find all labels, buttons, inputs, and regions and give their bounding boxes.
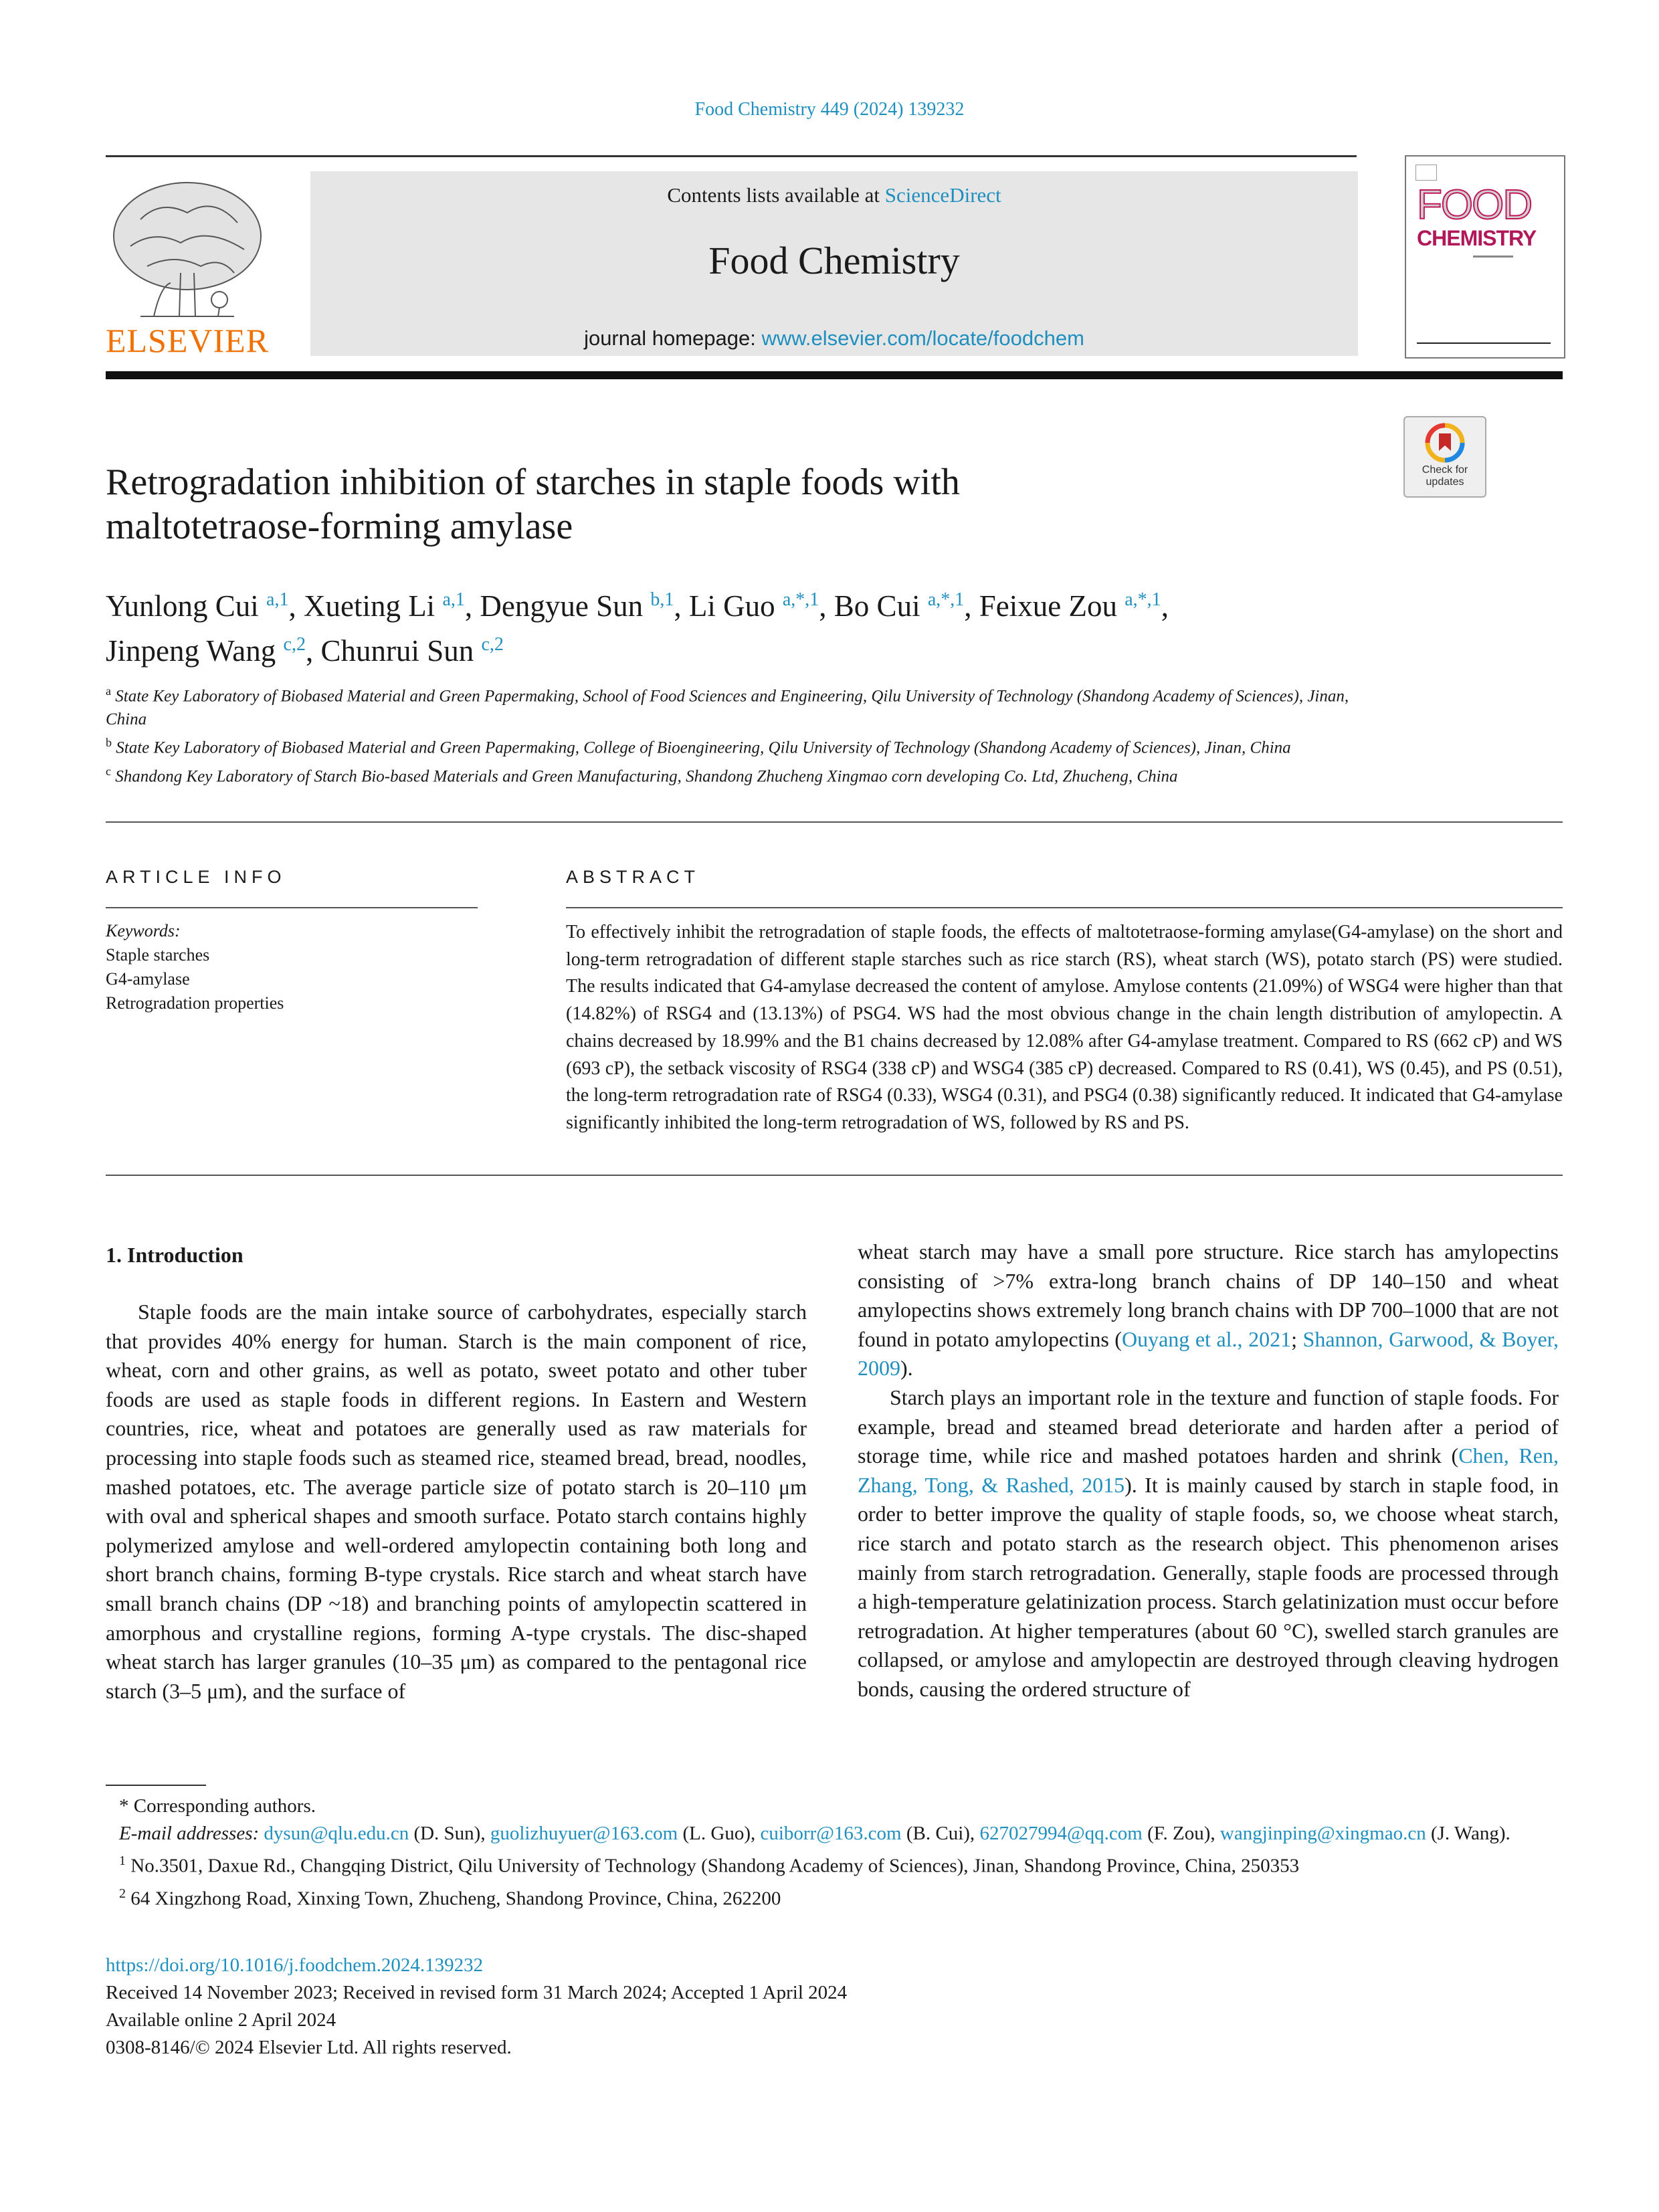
author-name: Bo Cui: [834, 589, 920, 623]
footnote-mark: 2: [119, 1886, 126, 1901]
contents-prefix: Contents lists available at: [667, 183, 885, 207]
email-link[interactable]: wangjinping@xingmao.cn: [1219, 1823, 1426, 1844]
affiliation-mark: c: [106, 764, 111, 778]
author-separator: ,: [964, 589, 979, 623]
contents-availability-line: [310, 183, 1358, 207]
affiliation-text: State Key Laboratory of Biobased Material and Green Papermaking, School of Food Sciences and Engineering, Qilu University of Technology (Shandong Academy of Sciences), Jinan, China: [106, 687, 1349, 729]
left-column: [106, 1298, 807, 1706]
copyright-notice: 0308-8146/© 2024 Elsevier Ltd. All rights reserved.: [106, 2037, 512, 2058]
author: [979, 589, 1169, 623]
title-line-2: maltotetraose-forming amylase: [106, 506, 573, 547]
author-name: Yunlong Cui: [106, 589, 259, 623]
author-name: Xueting Li: [303, 589, 435, 623]
header-top-rule: [106, 155, 1357, 157]
affiliation-text: State Key Laboratory of Biobased Material and Green Papermaking, College of Bioengineering, Qilu University of Technology (Shandong Academy of Sciences), Jinan, China: [116, 738, 1291, 757]
footnote-text: No.3501, Daxue Rd., Changqing District, Qilu University of Technology (Shandong Academy of Sciences), Jinan, Shandong Province, China, 250353: [130, 1855, 1300, 1877]
author-affiliation-marker[interactable]: a,*,1: [1125, 589, 1161, 610]
publication-info: [106, 1952, 1176, 2062]
title-line-1: Retrogradation inhibition of starches in staple foods with: [106, 462, 960, 503]
cover-chemistry-word: CHEMISTRY: [1417, 226, 1537, 250]
author: [834, 589, 979, 623]
author-affiliation-marker[interactable]: b,1: [650, 589, 674, 610]
author-name: Jinpeng Wang: [106, 634, 276, 668]
author: [304, 589, 480, 623]
author: [689, 589, 834, 623]
keywords-block: [106, 919, 480, 1015]
doi-link[interactable]: https://doi.org/10.1016/j.foodchem.2024.139232: [106, 1954, 484, 1976]
paragraph-text: wheat starch may have a small pore structure. Rice starch has amylopectins consisting of >7% extra-long branch chains of DP 140–150 and wheat amylopectins shows extremely long branch chains with DP 700–1000 that are not found in potato amylopectins (: [858, 1239, 1559, 1351]
cover-food-word: FOOD: [1417, 182, 1532, 228]
keywords-label: Keywords:: [106, 921, 181, 940]
abstract-heading: ABSTRACT: [566, 867, 700, 887]
email-owner: (L. Guo),: [678, 1823, 761, 1844]
intro-paragraph-continued: [858, 1237, 1559, 1383]
article-title: [106, 460, 1377, 548]
author-affiliation-marker[interactable]: a,*,1: [927, 589, 965, 610]
email-link[interactable]: 627027994@qq.com: [979, 1823, 1143, 1844]
article-info-heading: ARTICLE INFO: [106, 867, 286, 887]
intro-paragraph-1: Staple foods are the main intake source of carbohydrates, especially starch that provides 40% energy for human. Starch is the main component of rice, wheat, corn and other grains, as well as potato, sweet potato and other tuber foods are used as staple foods in different regions. In Eastern and Western countries, rice, wheat and potatoes are generally used as raw materials for processing into staple foods such as steamed rice, steamed bread, bread, noodles, mashed potatoes, etc. The average particle size of potato starch is 20–110 μm with oval and spherical shapes and smooth surface. Potato starch contains highly polymerized amylose and well-ordered amylopectin containing both long and short branch chains, forming B-type crystals. Rice starch and wheat starch have small branch chains (DP ~18) and branching points of amylopectin scattered in amorphous and crystalline regions, forming A-type crystals. The disc-shaped wheat starch has larger granules (10–35 μm) as compared to the pentagonal rice starch (3–5 μm), and the surface of: [106, 1300, 807, 1703]
author-separator: ,: [464, 589, 480, 623]
paragraph-text: ).: [900, 1356, 913, 1381]
affiliation-a: [106, 680, 1390, 731]
email-link[interactable]: cuiborr@163.com: [760, 1823, 902, 1844]
journal-homepage-link[interactable]: www.elsevier.com/locate/foodchem: [761, 326, 1084, 350]
corresponding-note: * Corresponding authors.: [119, 1795, 316, 1817]
author-separator: ,: [288, 589, 304, 623]
homepage-prefix: journal homepage:: [584, 326, 762, 350]
footnote-text: 64 Xingzhong Road, Xinxing Town, Zhucheng, Shandong Province, China, 262200: [130, 1888, 781, 1910]
author-separator: ,: [674, 589, 689, 623]
check-updates-label: [1405, 464, 1485, 488]
author-affiliation-marker[interactable]: a,1: [266, 589, 289, 610]
cover-footer-rule: [1417, 342, 1551, 344]
author-affiliation-marker[interactable]: c,2: [481, 634, 504, 655]
email-owner: (B. Cui),: [901, 1823, 980, 1844]
right-column: [858, 1237, 1559, 1704]
affiliation-text: Shandong Key Laboratory of Starch Bio-based Materials and Green Manufacturing, Shandong Zhucheng Xingmao corn developing Co. Ltd, Zhucheng, China: [115, 767, 1178, 785]
email-label: E-mail addresses:: [119, 1823, 260, 1844]
author-affiliation-marker[interactable]: c,2: [283, 634, 306, 655]
available-online: Available online 2 April 2024: [106, 2009, 336, 2031]
author-separator: ,: [819, 589, 834, 623]
abstract-rule: [566, 907, 1563, 908]
citation-link[interactable]: Ouyang et al., 2021: [1121, 1326, 1292, 1351]
author: [106, 634, 320, 668]
check-for-updates-button[interactable]: [1403, 416, 1486, 498]
section-divider: [106, 821, 1563, 823]
sciencedirect-link[interactable]: ScienceDirect: [884, 183, 1001, 207]
journal-banner: [310, 171, 1358, 356]
citation-link[interactable]: Chen, Ren, Zhang, Tong, & Rashed, 2015: [858, 1443, 1559, 1497]
email-addresses: [106, 1820, 1563, 1847]
affiliation-mark: a: [106, 684, 111, 698]
author: [106, 589, 304, 623]
received-history: Received 14 November 2023; Received in revised form 31 March 2024; Accepted 1 April 2024: [106, 1982, 848, 2003]
author: [320, 634, 503, 668]
keyword-item: Retrogradation properties: [106, 993, 284, 1013]
author-name: Li Guo: [688, 589, 775, 623]
author-name: Dengyue Sun: [480, 589, 644, 623]
email-link[interactable]: guolizhuyuer@163.com: [490, 1823, 678, 1844]
author-separator: ,: [1161, 589, 1169, 623]
author-affiliation-marker[interactable]: a,*,1: [782, 589, 819, 610]
author-affiliation-marker[interactable]: a,1: [442, 589, 465, 610]
citation-separator: ;: [1291, 1326, 1303, 1351]
paragraph-text: ). It is mainly caused by starch in staple food, in order to better improve the quality of staple foods, so, we choose wheat starch, rice starch and potato starch as the research object. This phenomenon arises mainly from starch retrogradation. Generally, staple foods are processed through a high-temperature gelatinization process. Starch gelatinization must occur before retrogradation. At higher temperatures (about 60 °C), swelled starch granules are collapsed, or amylose and amylopectin are destroyed through cleaving hydrogen bonds, causing the ordered structure of: [858, 1472, 1559, 1701]
cover-text-line: [1473, 256, 1513, 258]
footnote-2: [106, 1880, 1563, 1913]
introduction-heading: 1. Introduction: [106, 1243, 243, 1267]
section-divider: [106, 1175, 1563, 1176]
elsevier-wordmark[interactable]: ELSEVIER: [105, 322, 270, 359]
journal-cover-thumbnail[interactable]: [1405, 155, 1565, 359]
citation-link[interactable]: Shannon, Garwood, & Boyer, 2009: [858, 1326, 1559, 1381]
abstract-text: To effectively inhibit the retrogradation of staple foods, the effects of maltotetraose-forming amylase(G4-amylase) on the short and long-term retrogradation of different staple starches such as rice starch (RS), wheat starch (WS), potato starch (PS) were studied. The results indicated that G4-amylase decreased the content of amylose. Amylose contents (21.09%) of WSG4 were higher than that (14.82%) of RSG4 and (13.13%) of PSG4. WS had the most obvious change in the chain length distribution of amylopectin. A chains decreased by 18.99% and the B1 chains decreased by 12.08% after G4-amylase treatment. Compared to RS (662 cP) and WS (693 cP), the setback viscosity of RSG4 (338 cP) and WSG4 (385 cP) decreased. Compared to RS (0.41), WS (0.45), and PS (0.51), the long-term retrogradation rate of RSG4 (0.33), WSG4 (0.31), and PSG4 (0.38) significantly reduced. It indicated that G4-amylase significantly inhibited the long-term retrogradation of WS, followed by RS and PS.: [566, 922, 1563, 1133]
cover-mini-logo: [1416, 165, 1437, 181]
affiliation-b: [106, 731, 1390, 759]
footnote-mark: 1: [119, 1853, 126, 1868]
paragraph-text: Starch plays an important role in the texture and function of staple foods. For example, bread and steamed bread deteriorate and harden after a period of storage time, while rice and mashed potatoes harden and shrink (: [858, 1385, 1559, 1468]
journal-homepage-line: [310, 326, 1358, 350]
footnotes: [106, 1793, 1563, 1912]
footnote-1: [106, 1847, 1563, 1880]
email-owner: (J. Wang).: [1426, 1823, 1510, 1844]
author: [480, 589, 688, 623]
affiliation-mark: b: [106, 736, 112, 750]
footnote-rule: [106, 1785, 206, 1786]
email-owner: (F. Zou),: [1142, 1823, 1220, 1844]
author-separator: ,: [305, 634, 321, 668]
author-name: Chunrui Sun: [320, 634, 474, 668]
check-updates-line2: updates: [1426, 476, 1464, 488]
article-info-rule: [106, 907, 478, 908]
affiliation-c: [106, 760, 1390, 788]
check-updates-line1: Check for: [1422, 464, 1468, 476]
bookmark-ring-icon: [1425, 421, 1465, 463]
author-name: Feixue Zou: [979, 589, 1117, 623]
affiliations: [106, 680, 1390, 788]
journal-reference[interactable]: Food Chemistry 449 (2024) 139232: [694, 99, 965, 120]
banner-journal-name: Food Chemistry: [708, 239, 960, 282]
keyword-item: Staple starches: [106, 945, 210, 965]
intro-paragraph-2: [858, 1383, 1559, 1704]
keyword-item: G4-amylase: [106, 969, 190, 989]
author-list: [106, 581, 1510, 670]
header-thick-rule: [106, 371, 1563, 379]
email-link[interactable]: dysun@qlu.edu.cn: [264, 1823, 409, 1844]
email-owner: (D. Sun),: [409, 1823, 490, 1844]
